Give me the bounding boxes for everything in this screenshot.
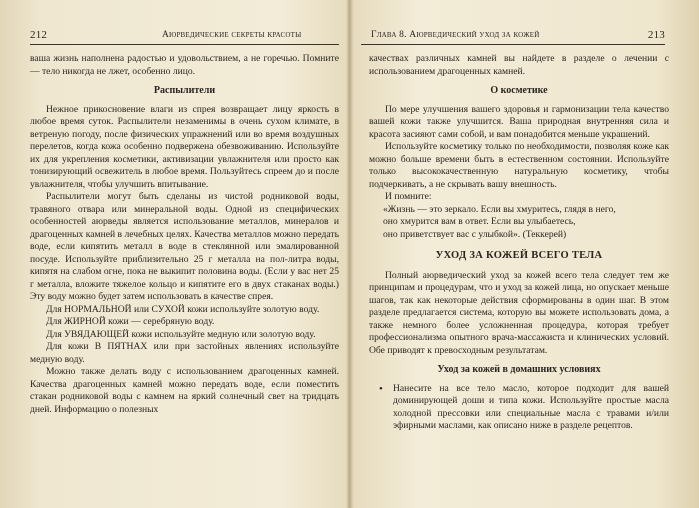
bullet-item: • Нанесите на все тело масло, которое подходит для вашей доминирующей доши и типа кожи. Используйте простые масла холодной прессовки или специальные масла с травами и/или эфирными маслами, как описано ниже в разделе рецептов.: [369, 383, 669, 433]
right-page-body: [369, 53, 669, 433]
paragraph: Для ЖИРНОЙ кожи — серебряную воду.: [46, 316, 215, 327]
paragraph: И помните:: [385, 191, 432, 202]
paragraph: По мере улучшения вашего здоровья и гармонизации тела качество вашей кожи также улучшится. Ваша природная внутренняя сила и красота засияют сами собой, и вам понадобится меньше украшений.: [369, 103, 669, 140]
paragraph: Для НОРМАЛЬНОЙ или СУХОЙ кожи используйте золотую воду.: [46, 303, 320, 315]
quote-line: оно приветствует вас с улыбкой». (Теккерей): [383, 228, 567, 240]
paragraph: ваша жизнь наполнена радостью и удовольствием, а не горечью. Помните — тело никогда не лжет, особенно лицо.: [30, 53, 339, 77]
quote-line: «Жизнь — это зеркало. Если вы хмуритесь, глядя в него,: [383, 203, 616, 215]
section-heading: Распылители: [153, 85, 216, 96]
running-head: Глава 8. Аюрведический уход за кожей: [371, 30, 540, 40]
running-head: Аюрведические секреты красоты: [162, 30, 302, 40]
paragraph: Для кожи В ПЯТНАХ или при застойных явлениях используйте медную воду.: [30, 341, 339, 365]
right-page: [351, 0, 699, 508]
left-page-body: [30, 53, 339, 416]
paragraph: Полный аюрведический уход за кожей всего тела следует тем же принципам и процедурам, что и уход за кожей лица, но опускает меньше шагов, так как некоторые действия сформированы в один шаг. В этом разделе предлагается система, которую вы можете использовать дома, а также немного более усложненная процедура, которая требует профессионализма опытного врача-массажиста и клинических условий. Обе приводят к превосходным результатам.: [369, 269, 669, 356]
paragraph: Для УВЯДАЮЩЕЙ кожи используйте медную или золотую воду.: [46, 328, 316, 340]
page-number: 213: [647, 29, 665, 41]
left-page: [0, 0, 349, 508]
quote-line: оно хмурится вам в ответ. Если вы улыбаетесь,: [383, 216, 576, 227]
page-number: 212: [30, 29, 48, 41]
paragraph: Нежное прикосновение влаги из спрея возвращает лицу яркость в любое время суток. Распылители незаменимы в очень сухом климате, в ветреную погоду, после физических упражнений или во время воздушных перелетов, когда кожа особенно подвержена обезвоживанию. Используйте их для укрепления косметики, активизации увлажнителя или просто как тонизирующий освежитель в любое время. Пользуйтесь спреем до и после увлажнителя, чтобы улучшить впитывание.: [30, 103, 339, 190]
paragraph: качествах различных камней вы найдете в разделе о лечении с использованием драгоценных камней.: [369, 53, 669, 77]
section-heading: О косметике: [490, 85, 548, 96]
left-page-header: [30, 28, 339, 45]
section-heading: Уход за кожей в домашних условиях: [437, 364, 601, 375]
section-heading: УХОД ЗА КОЖЕЙ ВСЕГО ТЕЛА: [435, 250, 603, 261]
paragraph: Можно также делать воду с использованием драгоценных камней. Качества драгоценных камней можно передать воде, если поместить стакан родниковой воды с камнем на яркий солнечный свет на тридцать дней. Информацию о полезных: [30, 366, 339, 415]
paragraph: Используйте косметику только по необходимости, позволяя коже как можно больше времени быть в естественном состоянии. Используйте только высококачественную натуральную косметику, чтобы подчеркивать, а не скрывать вашу внешность.: [369, 141, 669, 190]
paragraph: Распылители могут быть сделаны из чистой родниковой воды, травяного отвара или минеральной воды. Одной из специфических особенностей аюрведы является использование металлов, минералов и драгоценных камней в лечебных целях. Качества металлов можно передать воде, если кипятить металл в воде в стеклянной или эмалированной посуде. Используйте приблизительно 25 г металла на пол-литра воды, кипятя на слабом огне, пока не выкипит половина воды. (Если у вас нет 25 г металла, вложите тяжелое кольцо и кипятите его в двух стаканах воды.) Эту воду можно будет затем использовать в качестве спрея.: [30, 191, 339, 302]
right-page-header: [361, 28, 665, 45]
